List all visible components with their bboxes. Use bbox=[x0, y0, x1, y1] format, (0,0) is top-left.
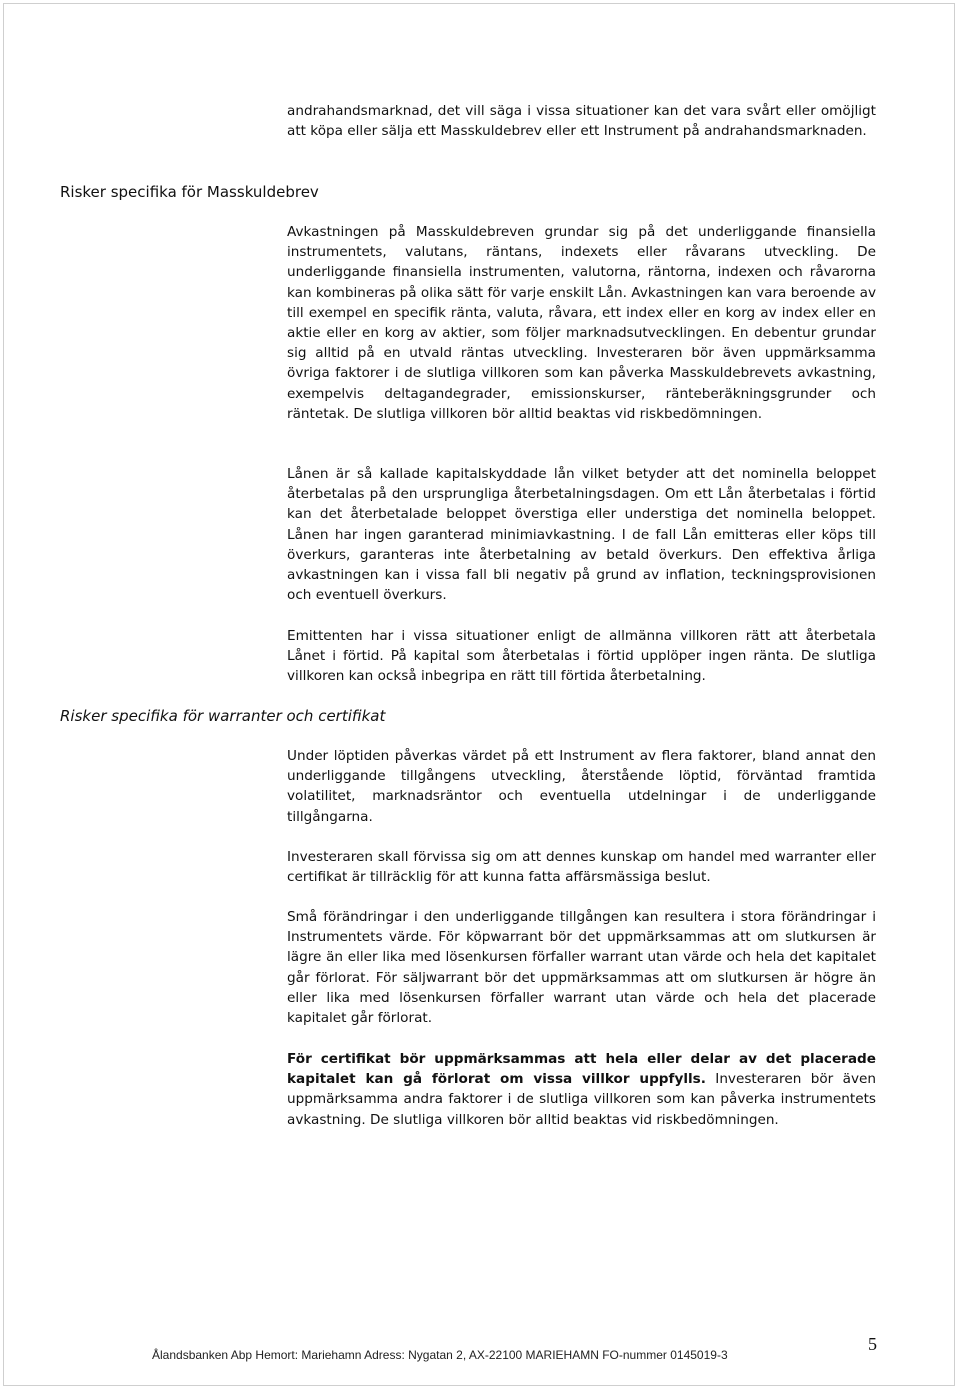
page-frame bbox=[3, 3, 955, 1386]
paragraph-return-basis: Avkastningen på Masskuldebreven grundar sig på det underliggande finansiella instrumentets, valutans, räntans, indexets eller råvarans utveckling. De underliggande finansiella instrumenten, valutorna, räntorna, indexen och råvarorna kan kombineras på olika sätt för varje enskilt Lån. Avkastningen kan vara beroende av till exempel en specifik ränta, valuta, råvara, ett index eller en korg av index eller en aktie eller en korg av aktier, som följer marknadsutvecklingen. En debentur grundar sig alltid på en utvald räntas utveckling. Investeraren bör även uppmärksamma övriga faktorer i de slutliga villkoren som kan påverka Masskuldebrevets avkastning, exempelvis deltagandegrader, emissionskurser, ränteberäkningsgrunder och räntetak. De slutliga villkoren bör alltid beaktas vid riskbedömningen. bbox=[287, 224, 876, 422]
paragraph-investor-knowledge: Investeraren skall förvissa sig om att dennes kunskap om handel med warranter eller certifikat är tillräcklig för att kunna fatta affärsmässiga beslut. bbox=[287, 849, 876, 886]
paragraph-certificate-loss bbox=[287, 1049, 876, 1130]
page-number: 5 bbox=[868, 1334, 877, 1354]
heading-masskuldebrev-risks: Risker specifika för Masskuldebrev bbox=[60, 183, 319, 201]
paragraph-capital-protection: Lånen är så kallade kapitalskyddade lån vilket betyder att det nominella beloppet återbetalas på den ursprungliga återbetalningsdagen. Om ett Lån återbetalas i förtid kan det återbetalade beloppet överstiga eller understiga det nominella beloppet. Lånen har ingen garanterad minimiavkastning. I de fall Lån emitteras eller köps till överkurs, garanteras inte återbetalning av betald överkurs. Den effektiva årliga avkastningen kan i vissa fall bli negativ på grund av inflation, teckningsprovisionen och eventuell överkurs. bbox=[287, 466, 876, 604]
paragraph-value-factors: Under löptiden påverkas värdet på ett Instrument av flera faktorer, bland annat den underliggande tillgångens utveckling, återstående löptid, förväntad framtida volatilitet, marknadsräntor och eventuella utdelningar i de underliggande tillgångarna. bbox=[287, 748, 876, 825]
heading-warrant-certificate-risks: Risker specifika för warranter och certifikat bbox=[60, 707, 386, 725]
paragraph-early-repayment: Emittenten har i vissa situationer enligt de allmänna villkoren rätt att återbetala Lånet i förtid. På kapital som återbetalas i förtid upplöper ingen ränta. De slutliga villkoren kan också inbegripa en rätt till förtida återbetalning. bbox=[287, 628, 876, 685]
paragraph-warrant-loss: Små förändringar i den underliggande tillgången kan resultera i stora förändringar i Instrumentets värde. För köpwarrant bör det uppmärksammas att om slutkursen är lägre än eller lika med lösenkursen förfaller warrant utan värde och hela det kapitalet går förlorat. För säljwarrant bör det uppmärksammas att om slutkursen är högre än eller lika med lösenkursen förfaller warrant utan värde och hela det placerade kapitalet går förlorat. bbox=[287, 909, 876, 1027]
certificate-warning-rest: Investeraren bör även uppmärksamma andra faktorer i de slutliga villkoren som kan påverka instrumentets avkastning. De slutliga villkoren bör alltid beaktas vid riskbedömningen. bbox=[287, 1071, 876, 1128]
certificate-warning-bold: För certifikat bör uppmärksammas att hela eller delar av det placerade kapitalet kan gå förlorat om vissa villkor uppfylls. bbox=[287, 1051, 876, 1088]
paragraph-secondary-market: andrahandsmarknad, det vill säga i vissa situationer kan det vara svårt eller omöjligt att köpa eller sälja ett Masskuldebrev eller ett Instrument på andrahandsmarknaden. bbox=[287, 103, 876, 140]
footer-company-info: Ålandsbanken Abp Hemort: Mariehamn Adress: Nygatan 2, AX-22100 MARIEHAMN FO-nummer 0145019-3 bbox=[152, 1348, 728, 1362]
